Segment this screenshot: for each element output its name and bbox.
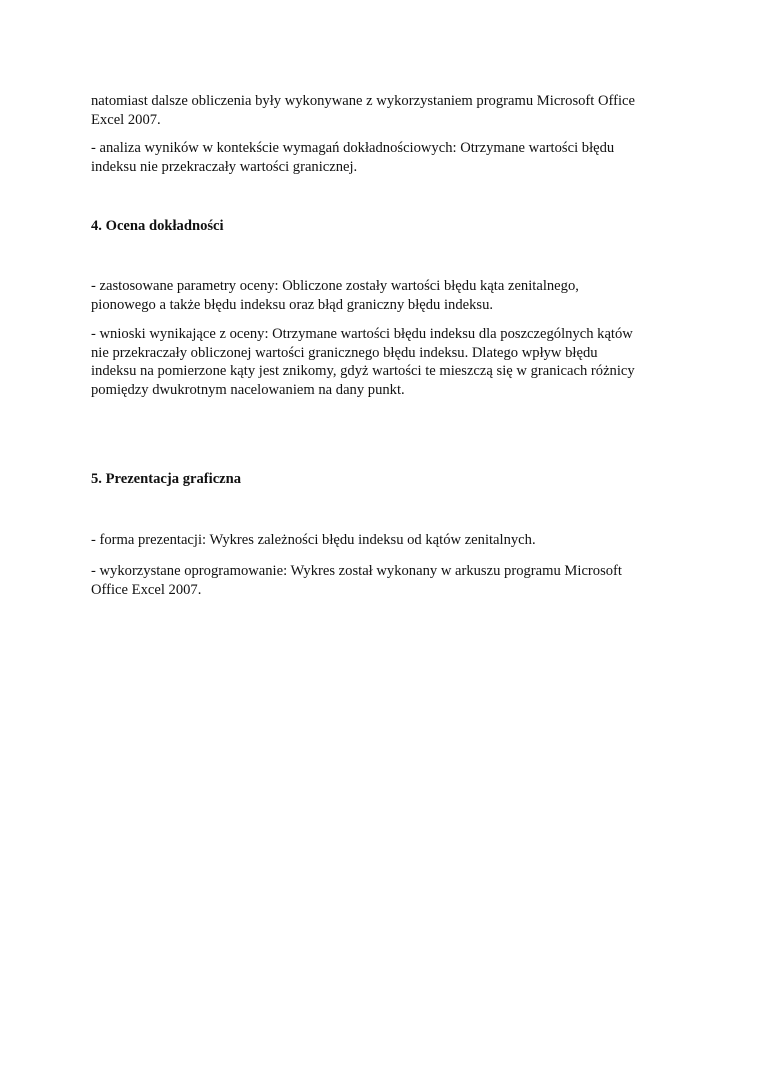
- continuation-paragraph: [91, 92, 676, 129]
- text-line: nie przekraczały obliczonej wartości granicznego błędu indeksu. Dlatego wpływ błędu: [91, 344, 598, 361]
- text-line: - wnioski wynikające z oceny: Otrzymane wartości błędu indeksu dla poszczególnych kątów: [91, 326, 633, 342]
- heading-text: 4. Ocena dokładności: [91, 218, 224, 234]
- section-5-heading: [91, 470, 676, 489]
- text-line: - forma prezentacji: Wykres zależności błędu indeksu od kątów zenitalnych.: [91, 532, 536, 548]
- text-line: pomiędzy dwukrotnym nacelowaniem na dany punkt.: [91, 381, 405, 398]
- text-line: indeksu nie przekraczały wartości granicznej.: [91, 158, 358, 175]
- software-paragraph: [91, 562, 676, 599]
- assessment-parameters-paragraph: [91, 277, 676, 314]
- heading-text: 5. Prezentacja graficzna: [91, 471, 242, 487]
- text-line: pionowego a także błędu indeksu oraz błąd graniczny błędu indeksu.: [91, 296, 494, 313]
- assessment-conclusions-paragraph: [91, 325, 676, 399]
- text-line: natomiast dalsze obliczenia były wykonywane z wykorzystaniem programu Microsoft Office: [91, 93, 635, 109]
- section-4-heading: [91, 217, 676, 236]
- text-line: - zastosowane parametry oceny: Obliczone zostały wartości błędu kąta zenitalnego,: [91, 278, 579, 294]
- text-line: - wykorzystane oprogramowanie: Wykres został wykonany w arkuszu programu Microsoft: [91, 563, 622, 579]
- text-line: Office Excel 2007.: [91, 581, 202, 598]
- text-line: indeksu na pomierzone kąty jest znikomy, gdyż wartości te mieszczą się w granicach różnicy: [91, 363, 635, 379]
- text-line: Excel 2007.: [91, 111, 161, 128]
- analysis-paragraph: [91, 139, 676, 176]
- presentation-form-paragraph: [91, 531, 676, 550]
- text-line: - analiza wyników w kontekście wymagań dokładnościowych: Otrzymane wartości błędu: [91, 140, 615, 156]
